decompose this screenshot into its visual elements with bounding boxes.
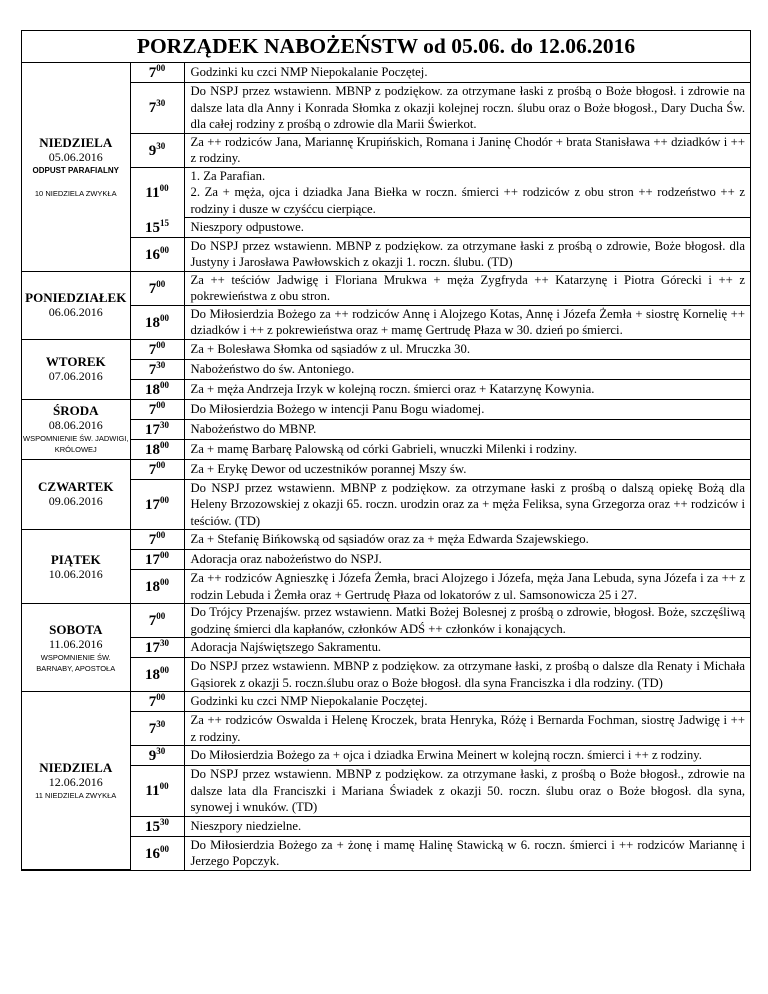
- mass-intention: Za + mamę Barbarę Palowską od córki Gabrieli, wnuczki Milenki i rodziny.: [184, 439, 750, 459]
- day-name: CZWARTEK: [38, 479, 114, 495]
- mass-minute: 30: [160, 419, 169, 430]
- mass-intention: Za + męża Andrzeja Irzyk w kolejną roczn. śmierci oraz + Katarzynę Kowynia.: [184, 379, 750, 399]
- mass-row: [22, 359, 750, 379]
- mass-minute: 00: [160, 577, 169, 587]
- day-name: PONIEDZIAŁEK: [25, 290, 127, 305]
- mass-intention: Za ++ rodziców Oswalda i Helenę Kroczek, brata Henryka, Różę i Bernarda Fochman, siostrę Jadwigę i ++ z rodziny.: [184, 712, 750, 746]
- day-date: 10.06.2016: [48, 566, 103, 581]
- mass-row: [22, 766, 750, 817]
- day-name: NIEDZIELA: [39, 760, 113, 775]
- mass-intention: 2. Za + męża, ojca i dziadka Jana Biełka w roczn. śmierci ++ rodziców z obu stron ++ rodzeństwo ++ z rodziny i dusze w czyśćcu cierpiące.: [184, 184, 750, 218]
- mass-intention: Nieszpory niedzielne.: [184, 816, 750, 836]
- mass-row: [22, 83, 750, 134]
- mass-hour: $7^{00}$: [130, 399, 184, 419]
- mass-hour: $17^{00}$: [130, 550, 184, 570]
- mass-hour: $15^{15}$: [130, 218, 184, 238]
- mass-hour: $18^{00}$: [130, 439, 184, 459]
- mass-row: [22, 530, 750, 550]
- mass-row: [22, 419, 750, 439]
- mass-row: [22, 63, 750, 83]
- mass-minute: 00: [160, 550, 169, 560]
- mass-hour: $11^{00}$: [130, 766, 184, 817]
- day-cell: [22, 271, 130, 339]
- mass-hour: $17^{00}$: [130, 479, 184, 530]
- day-date: 07.06.2016: [48, 369, 103, 383]
- mass-row: [22, 712, 750, 746]
- mass-row: [22, 692, 750, 712]
- mass-hour: $7^{00}$: [130, 271, 184, 305]
- mass-minute: 30: [156, 359, 166, 370]
- mass-row: [22, 550, 750, 570]
- day-cell: [22, 339, 130, 399]
- day-date: 12.06.2016: [48, 775, 103, 789]
- mass-hour: $7^{00}$: [130, 63, 184, 83]
- mass-minute: 15: [160, 217, 169, 228]
- mass-row: [22, 379, 750, 399]
- day-date: 11.06.2016: [48, 636, 103, 651]
- mass-minute: 00: [156, 692, 166, 702]
- mass-intention: Do NSPJ przez wstawienn. MBNP z podziękow. za otrzymane łaski, z prośbą o Boże błogosł., zdrowie na dalsze lata dla Franciszki i Mariana Świadek z okazji 50. roczn. ślubu oraz o Boże błogosł. dla syna, synowej i wnuków. (TD): [184, 766, 750, 817]
- mass-intention: Nieszpory odpustowe.: [184, 218, 750, 238]
- day-cell: [22, 459, 130, 530]
- mass-intention: Do Trójcy Przenajśw. przez wstawienn. Matki Bożej Bolesnej z prośbą o zdrowie, błogosł. Boże, szczęśliwą godzinę śmierci dla kapłanów, członków ADŚ ++ członków i konających.: [184, 604, 750, 638]
- mass-intention: Za ++ rodziców Jana, Mariannę Krupińskich, Romana i Janinę Chodór + brata Stanisława ++ dziadków i ++ z rodziny.: [184, 133, 750, 167]
- mass-intention: Godzinki ku czci NMP Niepokalanie Poczętej.: [184, 692, 750, 712]
- mass-minute: 00: [160, 244, 169, 255]
- mass-minute: 00: [160, 843, 169, 854]
- mass-minute: 00: [156, 530, 166, 540]
- mass-minute: 00: [160, 494, 169, 505]
- mass-minute: 30: [156, 746, 166, 756]
- mass-hour: $18^{00}$: [130, 305, 184, 339]
- mass-hour: $7^{30}$: [130, 712, 184, 746]
- mass-row: [22, 133, 750, 167]
- mass-minute: 30: [156, 140, 166, 151]
- mass-hour: $11^{00}$: [130, 167, 184, 218]
- day-cell: [22, 530, 130, 604]
- mass-minute: 00: [156, 611, 166, 621]
- mass-intention: Za + Stefanię Bińkowską od sąsiadów oraz za + męża Edwarda Szajewskiego.: [184, 530, 750, 550]
- mass-row: [22, 399, 750, 419]
- day-name: WTOREK: [45, 354, 106, 369]
- page-title: PORZĄDEK NABOŻEŃSTW od 05.06. do 12.06.2016: [22, 31, 750, 63]
- mass-hour: $16^{00}$: [130, 237, 184, 271]
- mass-row: [22, 479, 750, 530]
- schedule-body: [22, 63, 750, 870]
- mass-row: [22, 305, 750, 339]
- mass-intention: Za + Erykę Dewor od uczestników porannej Mszy św.: [184, 459, 750, 479]
- mass-hour: $17^{30}$: [130, 419, 184, 439]
- mass-intention: Do NSPJ przez wstawienn. MBNP z podziękow. za otrzymane łaski z prośbą o Boże błogosł. i zdrowie na dalsze lata dla Anny i Konrada Słomka z okazji kolejnej roczn. ślubu oraz o Boże błogosł., Dary Ducha Św. dla całej rodziny z prośbą o zdrowie dla Marii Świerkot.: [184, 83, 750, 134]
- day-note: 11 NIEDZIELA ZWYKŁA: [35, 791, 117, 800]
- day-note: 10 NIEDZIELA ZWYKŁA: [34, 188, 117, 198]
- day-date: 06.06.2016: [48, 305, 103, 319]
- mass-hour: $17^{30}$: [130, 638, 184, 658]
- mass-minute: 30: [160, 638, 169, 648]
- mass-row: [22, 746, 750, 766]
- day-cell: [22, 692, 130, 870]
- mass-hour: $16^{00}$: [130, 836, 184, 870]
- mass-row: [22, 604, 750, 638]
- day-name: ŚRODA: [52, 403, 99, 418]
- mass-minute: 00: [156, 278, 166, 289]
- mass-minute: 00: [160, 665, 169, 675]
- mass-minute: 30: [156, 98, 166, 109]
- mass-minute: 30: [160, 816, 169, 827]
- mass-intention: Do Miłosierdzia Bożego za ++ rodziców Annę i Alojzego Kotas, Annę i Józefa Żemła + siostrę Kornelię ++ dziadków i ++ z pokrewieństwa oraz + mamę Gertrudę Płaza w 30. dzień po śmierci.: [184, 305, 750, 339]
- day-name: PIĄTEK: [50, 551, 101, 567]
- mass-hour: $15^{30}$: [130, 816, 184, 836]
- mass-minute: 00: [160, 379, 169, 390]
- mass-row: [22, 339, 750, 359]
- schedule-table: [22, 63, 750, 870]
- day-cell: [22, 63, 130, 271]
- mass-intention: Do Miłosierdzia Bożego za + ojca i dziadka Erwina Meinert w kolejną roczn. śmierci i ++ z rodziny.: [184, 746, 750, 766]
- mass-intention: Nabożeństwo do św. Antoniego.: [184, 359, 750, 379]
- mass-minute: 00: [160, 439, 169, 450]
- mass-hour: $7^{00}$: [130, 530, 184, 550]
- day-cell: [22, 604, 130, 692]
- mass-intention: Do Miłosierdzia Bożego za + żonę i mamę Halinę Stawicką w 6. roczn. śmierci i ++ rodziców Mariannę i Jerzego Popczyk.: [190, 837, 745, 868]
- mass-hour: $7^{00}$: [130, 459, 184, 479]
- mass-row: [22, 816, 750, 836]
- mass-hour: $7^{00}$: [130, 692, 184, 712]
- mass-row: [22, 167, 750, 184]
- mass-row: [22, 271, 750, 305]
- mass-intention: 1. Za Parafian.: [190, 168, 266, 183]
- mass-intention: Za ++ teściów Jadwigę i Floriana Mrukwa + męża Zygfryda ++ Katarzynę i Piotra Górecki i ++ z pokrewieństwa z obu stron.: [184, 271, 750, 305]
- mass-intention: Adoracja Najświętszego Sakramentu.: [184, 638, 750, 658]
- mass-minute: 00: [156, 399, 166, 410]
- mass-hour: $7^{00}$: [130, 339, 184, 359]
- day-note: WSPOMNIENIE ŚW. JADWIGI, KRÓLOWEJ: [23, 434, 129, 454]
- mass-hour: $18^{00}$: [130, 379, 184, 399]
- day-cell: [22, 399, 130, 459]
- day-note: WSPOMNIENIE ŚW. BARNABY, APOSTOŁA: [36, 652, 116, 673]
- mass-hour: $7^{30}$: [130, 83, 184, 134]
- mass-minute: 00: [159, 781, 169, 792]
- mass-minute: 30: [156, 719, 166, 729]
- mass-intention: Godzinki ku czci NMP Niepokalanie Poczętej.: [184, 63, 750, 83]
- mass-row: [22, 570, 750, 604]
- mass-hour: $9^{30}$: [130, 746, 184, 766]
- day-name: NIEDZIELA: [39, 134, 113, 150]
- note-gap: [22, 176, 130, 188]
- mass-row: [22, 439, 750, 459]
- mass-hour: $9^{30}$: [130, 133, 184, 167]
- mass-row: [22, 658, 750, 692]
- day-note: ODPUST PARAFIALNY: [32, 165, 120, 175]
- mass-hour: $18^{00}$: [130, 570, 184, 604]
- mass-minute: 00: [159, 183, 169, 193]
- day-date: 05.06.2016: [48, 149, 103, 164]
- mass-row: [22, 836, 750, 870]
- mass-intention: Do Miłosierdzia Bożego w intencji Panu Bogu wiadomej.: [184, 399, 750, 419]
- mass-minute: 00: [160, 312, 169, 323]
- mass-intention: Do NSPJ przez wstawienn. MBNP z podziękow. za otrzymane łaski, z prośbą o dalsze dla Renaty i Michała Gąsiorek z okazji 5. roczn.ślubu oraz o Boże błogosł. dla syna Franciszka i dla rodziny. (TD): [184, 658, 750, 692]
- mass-minute: 00: [156, 339, 166, 350]
- day-name: SOBOTA: [49, 621, 103, 637]
- day-date: 08.06.2016: [48, 418, 103, 432]
- schedule-sheet: [21, 30, 751, 871]
- mass-intention: Za ++ rodziców Agnieszkę i Józefa Żemła, braci Alojzego i Józefa, męża Jana Lebuda, syna Józefa i za ++ z rodzin Lebuda i Żemła oraz + Gertrudę Płaza od lokatorów z ul. Samsonowicza 25 i 27.: [184, 570, 750, 604]
- mass-intention: Za + Bolesława Słomka od sąsiadów z ul. Mruczka 30.: [184, 339, 750, 359]
- mass-row: [22, 638, 750, 658]
- mass-intention: Do NSPJ przez wstawienn. MBNP z podziękow. za otrzymane łaski z prośbą o dalszą opiekę Bożą dla Heleny Brzozowskiej z okazji 65. roczn. urodzin oraz za + męża Feliksa, syna Grzegorza oraz ++ rodziców i teściów. (TD): [184, 479, 750, 530]
- mass-row: [22, 459, 750, 479]
- mass-row: [22, 237, 750, 271]
- mass-hour: $7^{30}$: [130, 359, 184, 379]
- mass-intention: Adoracja oraz nabożeństwo do NSPJ.: [184, 550, 750, 570]
- mass-intention: Do NSPJ przez wstawienn. MBNP z podziękow. za otrzymane łaski z prośbą o zdrowie, Boże błogosł. dla Justyny i Jarosława Pawłowskich z okazji 1. roczn. ślubu. (TD): [184, 237, 750, 271]
- mass-hour: $18^{00}$: [130, 658, 184, 692]
- mass-minute: 00: [156, 63, 166, 73]
- day-date: 09.06.2016: [48, 494, 103, 509]
- mass-intention: Nabożeństwo do MBNP.: [184, 419, 750, 439]
- mass-minute: 00: [156, 459, 166, 470]
- mass-row: [22, 218, 750, 238]
- mass-hour: $7^{00}$: [130, 604, 184, 638]
